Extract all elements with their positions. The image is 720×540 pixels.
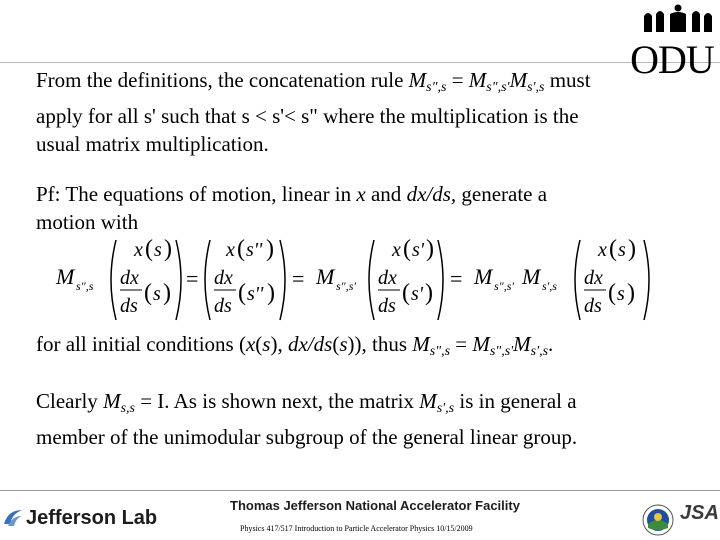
- svg-text:): ): [426, 236, 434, 262]
- svg-text:(: (: [238, 280, 246, 306]
- svg-text:): ): [164, 236, 172, 262]
- svg-text:s",s': s",s': [336, 279, 356, 293]
- svg-text:): ): [627, 280, 635, 306]
- paragraph-concatenation: From the definitions, the concatenation rule $M_{s",s} = M_{s",s'}M_{s',s}$ must apply for all s' such that s < s'< s" where the multiplication is the usual matrix multiplication.: [36, 68, 591, 156]
- svg-text:M: M: [316, 264, 335, 289]
- jsa-logo: JSA: [680, 502, 719, 524]
- svg-text:dx: dx: [584, 267, 603, 289]
- svg-text:s: s: [154, 239, 162, 261]
- odu-logo: [626, 2, 718, 82]
- svg-text:s: s: [617, 283, 625, 305]
- svg-text:s'': s'': [247, 283, 264, 305]
- paragraph-initial-conditions: for all initial conditions (x(s), dx/ds(s)), thus $M_{s",s} = M_{s",s'}M_{s',s}$.: [36, 332, 554, 359]
- svg-text:dx: dx: [214, 267, 233, 289]
- svg-text:(: (: [145, 236, 153, 262]
- svg-text:s: s: [153, 283, 161, 305]
- top-divider: [0, 62, 720, 63]
- svg-text:(: (: [403, 236, 411, 262]
- svg-text:ds: ds: [584, 295, 602, 317]
- svg-text:M: M: [474, 264, 493, 289]
- doe-seal-icon: [642, 504, 674, 536]
- svg-text:ds: ds: [120, 295, 138, 317]
- svg-text:s: s: [618, 239, 626, 261]
- paragraph-proof: Pf: The equations of motion, linear in x and dx/ds, generate a motion with: [36, 182, 548, 234]
- footer-divider: [0, 490, 720, 491]
- svg-text:): ): [163, 280, 171, 306]
- svg-text:(: (: [608, 280, 616, 306]
- svg-text:M: M: [522, 264, 541, 289]
- svg-text:=: =: [450, 266, 463, 291]
- course-footer: Physics 417/517 Introduction to Particle Accelerator Physics 10/15/2009: [240, 524, 473, 533]
- svg-text:=: =: [186, 266, 199, 291]
- svg-text:x: x: [134, 239, 143, 261]
- svg-text:M: M: [56, 264, 75, 289]
- svg-text:s',s: s',s: [542, 279, 557, 293]
- svg-text:x: x: [598, 239, 607, 261]
- svg-text:): ): [266, 236, 274, 262]
- svg-text:x: x: [392, 239, 401, 261]
- svg-text:): ): [628, 236, 636, 262]
- svg-text:s",s': s",s': [494, 279, 514, 293]
- svg-text:): ): [267, 280, 275, 306]
- jefferson-lab-icon: [2, 506, 24, 528]
- svg-text:(: (: [144, 280, 152, 306]
- svg-text:s",s: s",s: [76, 279, 94, 293]
- svg-text:s': s': [411, 283, 424, 305]
- svg-text:): ): [425, 280, 433, 306]
- svg-text:s'': s'': [246, 239, 263, 261]
- svg-text:=: =: [292, 266, 305, 291]
- svg-text:s': s': [412, 239, 425, 261]
- svg-text:x: x: [226, 239, 235, 261]
- svg-text:ds: ds: [214, 295, 232, 317]
- odu-logo-text: ODU: [630, 37, 714, 82]
- svg-text:(: (: [402, 280, 410, 306]
- jefferson-lab-text: Jefferson Lab: [26, 507, 158, 529]
- svg-text:ds: ds: [378, 295, 396, 317]
- svg-text:(: (: [609, 236, 617, 262]
- svg-text:(: (: [237, 236, 245, 262]
- crown-icon: [640, 4, 716, 38]
- svg-text:dx: dx: [378, 267, 397, 289]
- jefferson-lab-logo: [2, 506, 157, 530]
- facility-name: Thomas Jefferson National Accelerator Facility: [230, 498, 520, 513]
- matrix-equation: [48, 234, 678, 326]
- paragraph-unimodular: Clearly $M_{s,s} = I$. As is shown next, the matrix $M_{s',s}$ is in general a member of the unimodular subgroup of the general linear group.: [36, 389, 578, 449]
- svg-text:dx: dx: [120, 267, 139, 289]
